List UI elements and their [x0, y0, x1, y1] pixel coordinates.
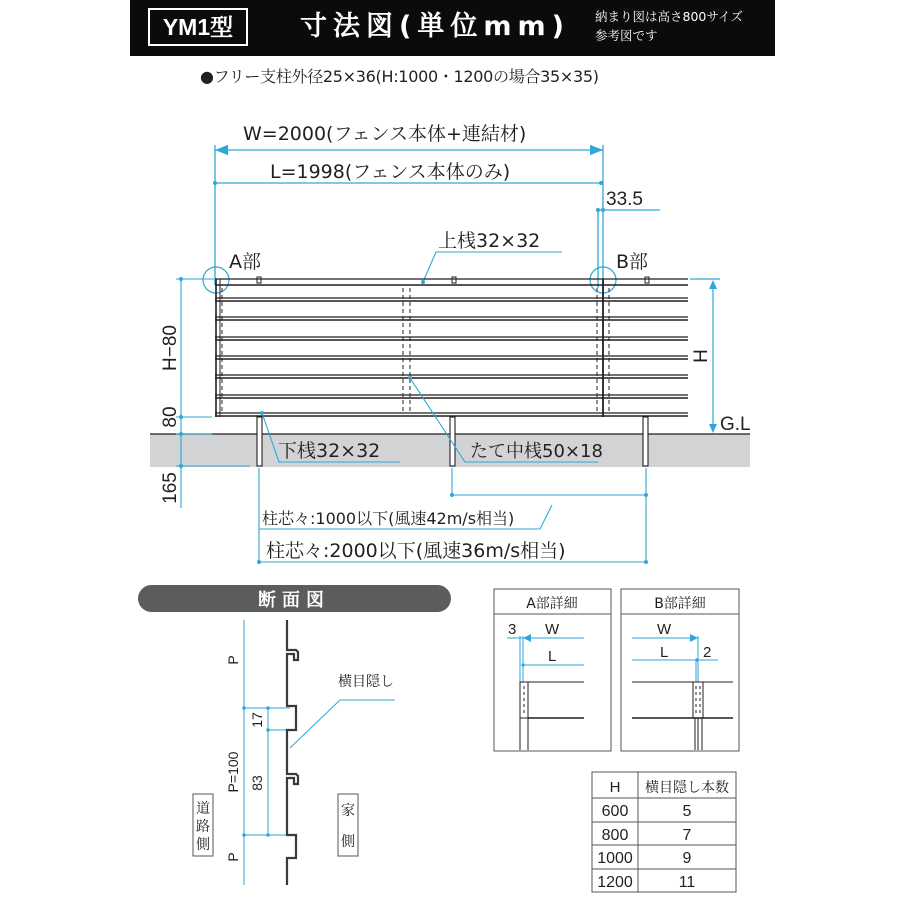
table-row-count: 7 [682, 827, 692, 844]
louver-profile [287, 620, 298, 885]
section-title: 断面図 [258, 590, 330, 611]
part-a-label: A部 [229, 251, 261, 273]
detail-a-dim: 3 [508, 621, 517, 638]
table-row-h: 1000 [597, 850, 633, 867]
section-view [138, 585, 451, 885]
dim-165-label: 165 [160, 472, 181, 504]
offset-label: 33.5 [606, 189, 643, 210]
detail-a-l: L [548, 648, 557, 665]
road-side-char-3: 側 [196, 837, 210, 853]
h-minus-80-label: H−80 [160, 325, 181, 371]
louver-count-table [592, 772, 736, 892]
post-spec-note: ●フリー支柱外径25×36(H:1000・1200の場合35×35) [200, 67, 599, 86]
detail-a-w: W [545, 621, 560, 638]
road-side-char-2: 路 [196, 819, 210, 835]
mid-post-label: たて中桟50×18 [470, 441, 603, 462]
dim-80-label: 80 [160, 406, 181, 428]
pitch-label: P=100 [225, 751, 241, 793]
house-side-char-2: 側 [341, 834, 355, 850]
post-spacing-2000-label: 柱芯々:2000以下(風速36m/s相当) [266, 540, 566, 562]
house-side-char-1: 家 [341, 803, 355, 819]
road-side-char-1: 道 [196, 801, 210, 817]
l-dimension-label: L=1998(フェンス本体のみ) [270, 161, 511, 183]
bottom-rail-label: 下桟32×32 [278, 440, 381, 462]
detail-b [621, 589, 739, 751]
table-row-count: 11 [678, 874, 696, 891]
header-note-line1: 納まり図は高さ800サイズ [595, 9, 743, 24]
detail-a-title: A部詳細 [526, 596, 578, 612]
detail-a [494, 589, 611, 751]
page-title: 寸法図(単位mm) [300, 11, 570, 42]
louver-label: 横目隠し [338, 674, 394, 690]
table-header-h: H [609, 779, 621, 796]
part-b-label: B部 [616, 251, 649, 273]
table-row-count: 5 [682, 803, 692, 820]
dim-83-label: 83 [249, 775, 265, 791]
detail-b-dim: 2 [703, 644, 712, 661]
dim-17-label: 17 [249, 712, 265, 728]
gl-label: G.L [720, 414, 751, 435]
table-row-h: 1200 [597, 874, 633, 891]
post-spacing-1000-label: 柱芯々:1000以下(風速42m/s相当) [262, 509, 515, 528]
p-top-label: P [225, 655, 241, 665]
table-row-h: 800 [601, 827, 629, 844]
model-badge: YM1型 [148, 8, 248, 46]
fence-panel [215, 277, 688, 417]
fence-elevation [150, 123, 751, 564]
p-bottom-label: P [225, 852, 241, 862]
detail-b-l: L [660, 644, 669, 661]
top-rail-label: 上桟32×32 [438, 230, 541, 252]
table-header-count: 横目隠し本数 [645, 780, 729, 796]
height-dimension-left [176, 279, 250, 508]
table-row-count: 9 [682, 850, 692, 867]
h-label: H [691, 349, 712, 363]
detail-b-w: W [657, 621, 672, 638]
header-note-line2: 参考図です [595, 28, 658, 43]
table-row-h: 600 [601, 803, 629, 820]
detail-b-title: B部詳細 [654, 596, 706, 612]
w-dimension-label: W=2000(フェンス本体+連結材) [243, 123, 527, 145]
